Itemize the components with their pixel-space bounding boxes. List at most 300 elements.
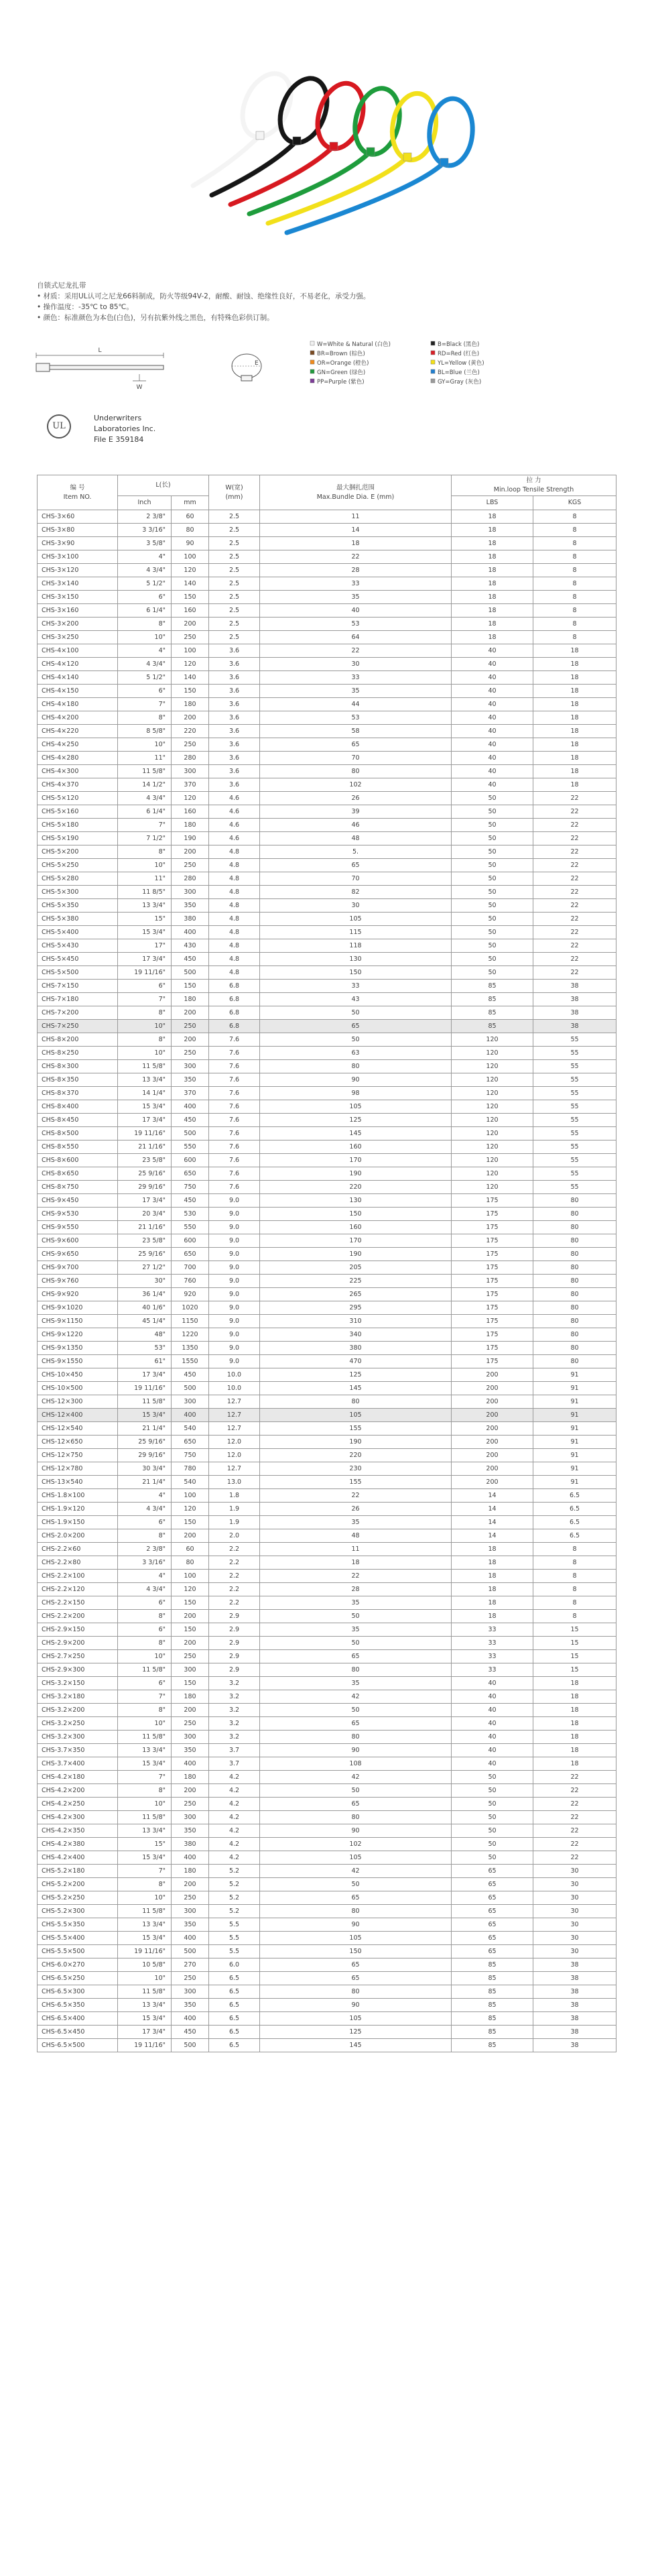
tensile-lbs-cell: 33 [452, 1663, 533, 1677]
table-row [38, 2039, 616, 2052]
length-mm-cell: 180 [172, 1690, 209, 1704]
tensile-lbs-cell: 175 [452, 1355, 533, 1368]
bundle-dia-cell: 105 [260, 2012, 452, 2026]
length-inch-cell: 19 11/16" [118, 1127, 172, 1140]
bundle-dia-cell: 155 [260, 1476, 452, 1489]
item-no-cell: CHS-5.2×250 [38, 1891, 118, 1905]
length-mm-cell: 200 [172, 845, 209, 859]
item-no-cell: CHS-3.2×300 [38, 1731, 118, 1744]
item-no-cell: CHS-5×400 [38, 926, 118, 939]
length-mm-cell: 500 [172, 1382, 209, 1395]
length-inch-cell: 4 3/4" [118, 1583, 172, 1596]
tensile-lbs-cell: 18 [452, 1583, 533, 1596]
width-mm-cell: 5.2 [209, 1891, 260, 1905]
item-no-cell: CHS-4×250 [38, 738, 118, 752]
length-mm-cell: 750 [172, 1449, 209, 1462]
item-no-cell: CHS-3×200 [38, 618, 118, 631]
width-mm-cell: 2.5 [209, 631, 260, 644]
width-mm-cell: 7.6 [209, 1047, 260, 1060]
length-inch-cell: 11 5/8" [118, 1663, 172, 1677]
item-no-cell: CHS-3×120 [38, 564, 118, 577]
item-no-cell: CHS-5.2×200 [38, 1878, 118, 1891]
color-legend-item: GN=Green (绿色) [317, 369, 366, 376]
length-mm-cell: 150 [172, 1623, 209, 1637]
length-mm-cell: 400 [172, 1100, 209, 1114]
tensile-lbs-cell: 50 [452, 1824, 533, 1838]
table-row [38, 1891, 616, 1905]
item-no-cell: CHS-10×450 [38, 1368, 118, 1382]
item-no-cell: CHS-5.5×350 [38, 1918, 118, 1932]
tensile-kgs-cell: 91 [533, 1436, 616, 1449]
bundle-dia-cell: 90 [260, 1918, 452, 1932]
item-no-cell: CHS-1.9×150 [38, 1516, 118, 1529]
table-row [38, 1462, 616, 1476]
width-mm-cell: 4.6 [209, 819, 260, 832]
length-inch-cell: 8" [118, 1529, 172, 1543]
bundle-dia-cell: 145 [260, 1382, 452, 1395]
table-row [38, 1999, 616, 2012]
length-inch-cell: 8" [118, 1878, 172, 1891]
item-no-cell: CHS-9×450 [38, 1194, 118, 1208]
bundle-dia-cell: 310 [260, 1315, 452, 1328]
length-inch-cell: 3 3/16" [118, 1556, 172, 1570]
label-e: E [255, 360, 259, 367]
bundle-dia-cell: 44 [260, 698, 452, 711]
tensile-lbs-cell: 175 [452, 1248, 533, 1261]
table-row [38, 1878, 616, 1891]
tensile-kgs-cell: 18 [533, 1744, 616, 1757]
tensile-lbs-cell: 65 [452, 1945, 533, 1958]
table-row [38, 725, 616, 738]
color-swatch [431, 341, 435, 345]
table-row [38, 1127, 616, 1140]
tensile-kgs-cell: 8 [533, 550, 616, 564]
length-inch-cell: 19 11/16" [118, 2039, 172, 2052]
width-mm-cell: 5.5 [209, 1918, 260, 1932]
length-inch-cell: 21 1/16" [118, 1140, 172, 1154]
length-mm-cell: 530 [172, 1208, 209, 1221]
color-legend-item: B=Black (黑色) [438, 341, 480, 348]
length-inch-cell: 8" [118, 1006, 172, 1020]
length-inch-cell: 25 9/16" [118, 1248, 172, 1261]
length-mm-cell: 380 [172, 1838, 209, 1851]
tensile-lbs-cell: 18 [452, 618, 533, 631]
width-mm-cell: 7.6 [209, 1087, 260, 1100]
width-mm-cell: 5.5 [209, 1932, 260, 1945]
item-no-cell: CHS-9×700 [38, 1261, 118, 1275]
cable-tie-head [330, 142, 338, 150]
bundle-dia-cell: 48 [260, 832, 452, 845]
length-inch-cell: 15 3/4" [118, 1757, 172, 1771]
tensile-kgs-cell: 55 [533, 1060, 616, 1073]
length-mm-cell: 60 [172, 1543, 209, 1556]
bundle-dia-cell: 35 [260, 1596, 452, 1610]
item-no-cell: CHS-8×750 [38, 1181, 118, 1194]
length-mm-cell: 300 [172, 1811, 209, 1824]
item-no-cell: CHS-5×250 [38, 859, 118, 872]
spec-table-body [38, 510, 616, 2052]
table-row [38, 1409, 616, 1422]
bundle-dia-cell: 22 [260, 550, 452, 564]
length-inch-cell: 7" [118, 819, 172, 832]
length-inch-cell: 14 1/4" [118, 1087, 172, 1100]
tensile-lbs-cell: 200 [452, 1409, 533, 1422]
item-no-cell: CHS-3.2×250 [38, 1717, 118, 1731]
tensile-lbs-cell: 40 [452, 1717, 533, 1731]
length-inch-cell: 15" [118, 1838, 172, 1851]
tensile-kgs-cell: 18 [533, 658, 616, 671]
tensile-kgs-cell: 18 [533, 1704, 616, 1717]
length-inch-cell: 10" [118, 859, 172, 872]
tensile-kgs-cell: 15 [533, 1650, 616, 1663]
table-row [38, 980, 616, 993]
tensile-kgs-cell: 38 [533, 2039, 616, 2052]
width-mm-cell: 3.6 [209, 765, 260, 778]
table-row [38, 1181, 616, 1194]
tensile-lbs-cell: 50 [452, 1851, 533, 1865]
length-inch-cell: 5 1/2" [118, 577, 172, 591]
length-inch-cell: 7" [118, 1865, 172, 1878]
length-inch-cell: 10" [118, 738, 172, 752]
table-row [38, 1060, 616, 1073]
width-mm-cell: 4.8 [209, 913, 260, 926]
bundle-dia-cell: 26 [260, 1503, 452, 1516]
length-mm-cell: 180 [172, 1865, 209, 1878]
tensile-kgs-cell: 30 [533, 1878, 616, 1891]
length-mm-cell: 450 [172, 953, 209, 966]
bundle-dia-cell: 160 [260, 1140, 452, 1154]
table-row [38, 1677, 616, 1690]
tensile-lbs-cell: 50 [452, 1771, 533, 1784]
tensile-lbs-cell: 65 [452, 1932, 533, 1945]
tensile-lbs-cell: 50 [452, 966, 533, 980]
table-row [38, 1596, 616, 1610]
tensile-lbs-cell: 18 [452, 1596, 533, 1610]
tensile-kgs-cell: 55 [533, 1167, 616, 1181]
tensile-lbs-cell: 40 [452, 685, 533, 698]
length-inch-cell: 21 1/4" [118, 1422, 172, 1436]
length-mm-cell: 350 [172, 899, 209, 913]
tensile-kgs-cell: 80 [533, 1248, 616, 1261]
item-no-cell: CHS-8×650 [38, 1167, 118, 1181]
length-inch-cell: 10" [118, 1798, 172, 1811]
bundle-dia-cell: 40 [260, 604, 452, 618]
tensile-kgs-cell: 80 [533, 1355, 616, 1368]
length-inch-cell: 4 3/4" [118, 564, 172, 577]
length-inch-cell: 10" [118, 1047, 172, 1060]
tensile-kgs-cell: 91 [533, 1476, 616, 1489]
table-row [38, 926, 616, 939]
width-mm-cell: 10.0 [209, 1368, 260, 1382]
length-mm-cell: 350 [172, 1744, 209, 1757]
tensile-kgs-cell: 80 [533, 1301, 616, 1315]
length-mm-cell: 350 [172, 1824, 209, 1838]
item-no-cell: CHS-2.2×120 [38, 1583, 118, 1596]
length-inch-cell: 17 3/4" [118, 2026, 172, 2039]
item-no-cell: CHS-4×300 [38, 765, 118, 778]
bundle-dia-cell: 33 [260, 577, 452, 591]
item-no-cell: CHS-4.2×250 [38, 1798, 118, 1811]
tensile-kgs-cell: 18 [533, 711, 616, 725]
item-no-cell: CHS-4×220 [38, 725, 118, 738]
bundle-dia-cell: 70 [260, 752, 452, 765]
tensile-lbs-cell: 65 [452, 1878, 533, 1891]
length-inch-cell: 4" [118, 550, 172, 564]
length-inch-cell: 11 5/8" [118, 1060, 172, 1073]
table-row [38, 1047, 616, 1060]
table-row [38, 658, 616, 671]
length-inch-cell: 8" [118, 1704, 172, 1717]
item-no-cell: CHS-2.0×200 [38, 1529, 118, 1543]
length-mm-cell: 250 [172, 1717, 209, 1731]
tensile-kgs-cell: 55 [533, 1154, 616, 1167]
tensile-lbs-cell: 18 [452, 1570, 533, 1583]
length-mm-cell: 650 [172, 1167, 209, 1181]
bundle-dia-cell: 265 [260, 1288, 452, 1301]
header-mm: mm [172, 496, 209, 510]
length-inch-cell: 19 11/16" [118, 1382, 172, 1395]
cable-tie-loop [310, 78, 371, 154]
table-row [38, 1355, 616, 1368]
tensile-kgs-cell: 8 [533, 1570, 616, 1583]
tensile-lbs-cell: 18 [452, 550, 533, 564]
bundle-dia-cell: 155 [260, 1422, 452, 1436]
length-mm-cell: 370 [172, 1087, 209, 1100]
width-mm-cell: 5.5 [209, 1945, 260, 1958]
width-mm-cell: 6.5 [209, 2012, 260, 2026]
bundle-dia-cell: 190 [260, 1436, 452, 1449]
bundle-dia-cell: 125 [260, 1114, 452, 1127]
tensile-kgs-cell: 22 [533, 966, 616, 980]
tensile-lbs-cell: 175 [452, 1221, 533, 1234]
table-row [38, 1811, 616, 1824]
length-inch-cell: 11 5/8" [118, 1395, 172, 1409]
table-row [38, 1301, 616, 1315]
tensile-lbs-cell: 40 [452, 1704, 533, 1717]
length-inch-cell: 45 1/4" [118, 1315, 172, 1328]
item-no-cell: CHS-4.2×180 [38, 1771, 118, 1784]
tensile-lbs-cell: 18 [452, 510, 533, 524]
item-no-cell: CHS-3×100 [38, 550, 118, 564]
tensile-lbs-cell: 175 [452, 1288, 533, 1301]
length-inch-cell: 3 5/8" [118, 537, 172, 550]
length-inch-cell: 6" [118, 591, 172, 604]
table-row [38, 1261, 616, 1275]
length-mm-cell: 450 [172, 1368, 209, 1382]
length-inch-cell: 6" [118, 685, 172, 698]
width-mm-cell: 5.2 [209, 1878, 260, 1891]
table-row [38, 1114, 616, 1127]
tensile-kgs-cell: 30 [533, 1918, 616, 1932]
table-row [38, 1945, 616, 1958]
table-row [38, 1985, 616, 1999]
header-tensile: 拉 力 Min.loop Tensile Strength [452, 475, 616, 496]
item-no-cell: CHS-7×250 [38, 1020, 118, 1033]
tensile-kgs-cell: 80 [533, 1288, 616, 1301]
tensile-lbs-cell: 33 [452, 1650, 533, 1663]
cable-tie-loop [233, 66, 300, 145]
table-row [38, 510, 616, 524]
item-no-cell: CHS-6.5×450 [38, 2026, 118, 2039]
width-mm-cell: 2.5 [209, 537, 260, 550]
tensile-lbs-cell: 200 [452, 1449, 533, 1462]
loop-drawing [232, 354, 261, 381]
length-inch-cell: 4" [118, 1489, 172, 1503]
width-mm-cell: 9.0 [209, 1234, 260, 1248]
width-mm-cell: 2.5 [209, 577, 260, 591]
bundle-dia-cell: 30 [260, 899, 452, 913]
length-inch-cell: 36 1/4" [118, 1288, 172, 1301]
item-no-cell: CHS-8×250 [38, 1047, 118, 1060]
tensile-kgs-cell: 22 [533, 819, 616, 832]
tensile-kgs-cell: 8 [533, 618, 616, 631]
product-photo [153, 32, 497, 263]
tensile-kgs-cell: 80 [533, 1234, 616, 1248]
width-mm-cell: 12.7 [209, 1462, 260, 1476]
item-no-cell: CHS-12×300 [38, 1395, 118, 1409]
item-no-cell: CHS-4×100 [38, 644, 118, 658]
tensile-kgs-cell: 91 [533, 1395, 616, 1409]
width-mm-cell: 12.7 [209, 1395, 260, 1409]
table-row [38, 1932, 616, 1945]
cable-tie-head [403, 153, 411, 161]
item-no-cell: CHS-5×190 [38, 832, 118, 845]
table-row [38, 644, 616, 658]
tensile-lbs-cell: 175 [452, 1194, 533, 1208]
width-mm-cell: 6.0 [209, 1958, 260, 1972]
tensile-kgs-cell: 30 [533, 1891, 616, 1905]
item-no-cell: CHS-2.2×60 [38, 1543, 118, 1556]
tensile-lbs-cell: 40 [452, 725, 533, 738]
tensile-kgs-cell: 6.5 [533, 1516, 616, 1529]
bundle-dia-cell: 80 [260, 1811, 452, 1824]
width-mm-cell: 4.2 [209, 1798, 260, 1811]
width-mm-cell: 9.0 [209, 1342, 260, 1355]
item-no-cell: CHS-3×160 [38, 604, 118, 618]
item-no-cell: CHS-13×540 [38, 1476, 118, 1489]
tensile-kgs-cell: 18 [533, 644, 616, 658]
table-row [38, 1087, 616, 1100]
length-mm-cell: 120 [172, 1503, 209, 1516]
width-mm-cell: 6.8 [209, 1006, 260, 1020]
item-no-cell: CHS-5×430 [38, 939, 118, 953]
length-inch-cell: 23 5/8" [118, 1154, 172, 1167]
width-mm-cell: 2.9 [209, 1650, 260, 1663]
bundle-dia-cell: 58 [260, 725, 452, 738]
bundle-dia-cell: 18 [260, 537, 452, 550]
bundle-dia-cell: 28 [260, 1583, 452, 1596]
bundle-dia-cell: 80 [260, 1905, 452, 1918]
length-inch-cell: 6" [118, 980, 172, 993]
bundle-dia-cell: 80 [260, 1663, 452, 1677]
length-mm-cell: 540 [172, 1422, 209, 1436]
tensile-kgs-cell: 18 [533, 738, 616, 752]
tensile-kgs-cell: 91 [533, 1422, 616, 1436]
length-inch-cell: 7" [118, 698, 172, 711]
item-no-cell: CHS-2.9×300 [38, 1663, 118, 1677]
tensile-kgs-cell: 80 [533, 1315, 616, 1328]
length-inch-cell: 10" [118, 1717, 172, 1731]
table-row [38, 564, 616, 577]
item-no-cell: CHS-9×530 [38, 1208, 118, 1221]
tensile-lbs-cell: 18 [452, 524, 533, 537]
length-inch-cell: 15 3/4" [118, 1409, 172, 1422]
bundle-dia-cell: 42 [260, 1865, 452, 1878]
bundle-dia-cell: 5. [260, 845, 452, 859]
tensile-lbs-cell: 175 [452, 1275, 533, 1288]
tensile-kgs-cell: 30 [533, 1932, 616, 1945]
tensile-lbs-cell: 85 [452, 2039, 533, 2052]
bundle-dia-cell: 102 [260, 1838, 452, 1851]
table-row [38, 832, 616, 845]
item-no-cell: CHS-3×250 [38, 631, 118, 644]
length-inch-cell: 7" [118, 1771, 172, 1784]
color-swatch [431, 351, 435, 355]
length-mm-cell: 280 [172, 752, 209, 765]
width-mm-cell: 2.2 [209, 1543, 260, 1556]
item-no-cell: CHS-4×150 [38, 685, 118, 698]
length-mm-cell: 200 [172, 711, 209, 725]
tensile-kgs-cell: 30 [533, 1905, 616, 1918]
length-inch-cell: 25 9/16" [118, 1436, 172, 1449]
bundle-dia-cell: 50 [260, 1637, 452, 1650]
tensile-kgs-cell: 8 [533, 1583, 616, 1596]
header-inch: Inch [118, 496, 172, 510]
length-inch-cell: 15 3/4" [118, 926, 172, 939]
tensile-lbs-cell: 200 [452, 1368, 533, 1382]
width-mm-cell: 9.0 [209, 1315, 260, 1328]
table-row [38, 1717, 616, 1731]
header-bundle: 最大捆扎范围 Max.Bundle Dia. E (mm) [260, 475, 452, 510]
length-mm-cell: 250 [172, 1891, 209, 1905]
intro-title: 自锁式尼龙扎带 [37, 282, 86, 290]
table-row [38, 966, 616, 980]
tensile-lbs-cell: 40 [452, 1757, 533, 1771]
tensile-kgs-cell: 18 [533, 1757, 616, 1771]
table-row [38, 805, 616, 819]
bundle-dia-cell: 48 [260, 1529, 452, 1543]
table-row [38, 1449, 616, 1462]
color-legend-item: PP=Purple (紫色) [317, 379, 365, 386]
table-row [38, 752, 616, 765]
length-mm-cell: 270 [172, 1958, 209, 1972]
length-mm-cell: 1020 [172, 1301, 209, 1315]
tensile-kgs-cell: 22 [533, 1824, 616, 1838]
tensile-lbs-cell: 50 [452, 832, 533, 845]
tensile-kgs-cell: 22 [533, 913, 616, 926]
width-mm-cell: 4.6 [209, 792, 260, 805]
bundle-dia-cell: 98 [260, 1087, 452, 1100]
length-mm-cell: 650 [172, 1436, 209, 1449]
table-row [38, 765, 616, 778]
length-mm-cell: 120 [172, 792, 209, 805]
table-row [38, 631, 616, 644]
tensile-kgs-cell: 22 [533, 886, 616, 899]
tensile-lbs-cell: 50 [452, 939, 533, 953]
width-mm-cell: 9.0 [209, 1208, 260, 1221]
length-mm-cell: 370 [172, 778, 209, 792]
tensile-lbs-cell: 200 [452, 1462, 533, 1476]
bundle-dia-cell: 90 [260, 1999, 452, 2012]
length-mm-cell: 780 [172, 1462, 209, 1476]
bundle-dia-cell: 65 [260, 859, 452, 872]
length-mm-cell: 200 [172, 1006, 209, 1020]
length-mm-cell: 190 [172, 832, 209, 845]
bundle-dia-cell: 65 [260, 1717, 452, 1731]
table-row [38, 1650, 616, 1663]
bundle-dia-cell: 340 [260, 1328, 452, 1342]
tensile-kgs-cell: 8 [533, 564, 616, 577]
